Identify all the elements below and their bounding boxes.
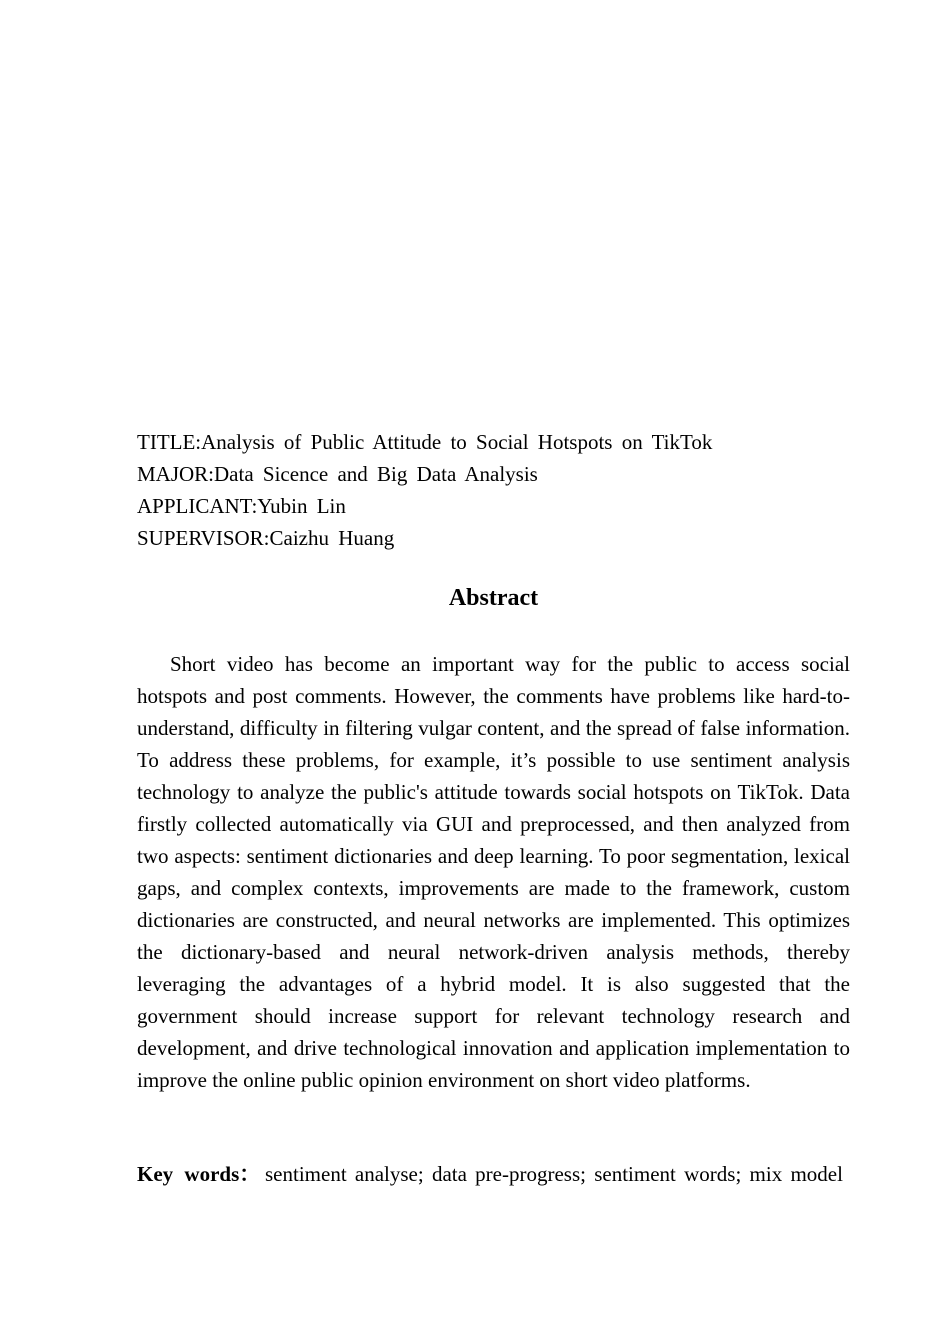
keywords-label: Key words — [137, 1162, 240, 1186]
keywords-section — [137, 1158, 850, 1190]
keywords-colon: ： — [239, 1162, 261, 1186]
thesis-metadata — [137, 426, 712, 554]
abstract-body: Short video has become an important way for the public to access social hotspots and post comments. However, the comments have problems like hard-to-understand, difficulty in filtering vulgar content, and the spread of false information. To address these problems, for example, it’s possible to use sentiment analysis technology to analyze the public's attitude towards social hotspots on TikTok. Data firstly collected automatically via GUI and preprocessed, and then analyzed from two aspects: sentiment dictionaries and deep learning. To poor segmentation, lexical gaps, and complex contexts, improvements are made to the framework, custom dictionaries are constructed, and neural networks are implemented. This optimizes the dictionary-based and neural network-driven analysis methods, thereby leveraging the advantages of a hybrid model. It is also suggested that the government should increase support for relevant technology research and development, and drive technological innovation and application implementation to improve the online public opinion environment on short video platforms. — [137, 652, 850, 1092]
applicant-line: APPLICANT:Yubin Lin — [137, 494, 346, 518]
abstract-heading: Abstract — [448, 585, 539, 611]
title-line: TITLE:Analysis of Public Attitude to Social Hotspots on TikTok — [137, 430, 713, 454]
keywords-label-wrap — [137, 1158, 260, 1190]
keywords-text: sentiment analyse; data pre-progress; sentiment words; mix model — [265, 1162, 843, 1186]
supervisor-line: SUPERVISOR:Caizhu Huang — [137, 526, 395, 550]
major-line: MAJOR:Data Sicence and Big Data Analysis — [137, 462, 538, 486]
